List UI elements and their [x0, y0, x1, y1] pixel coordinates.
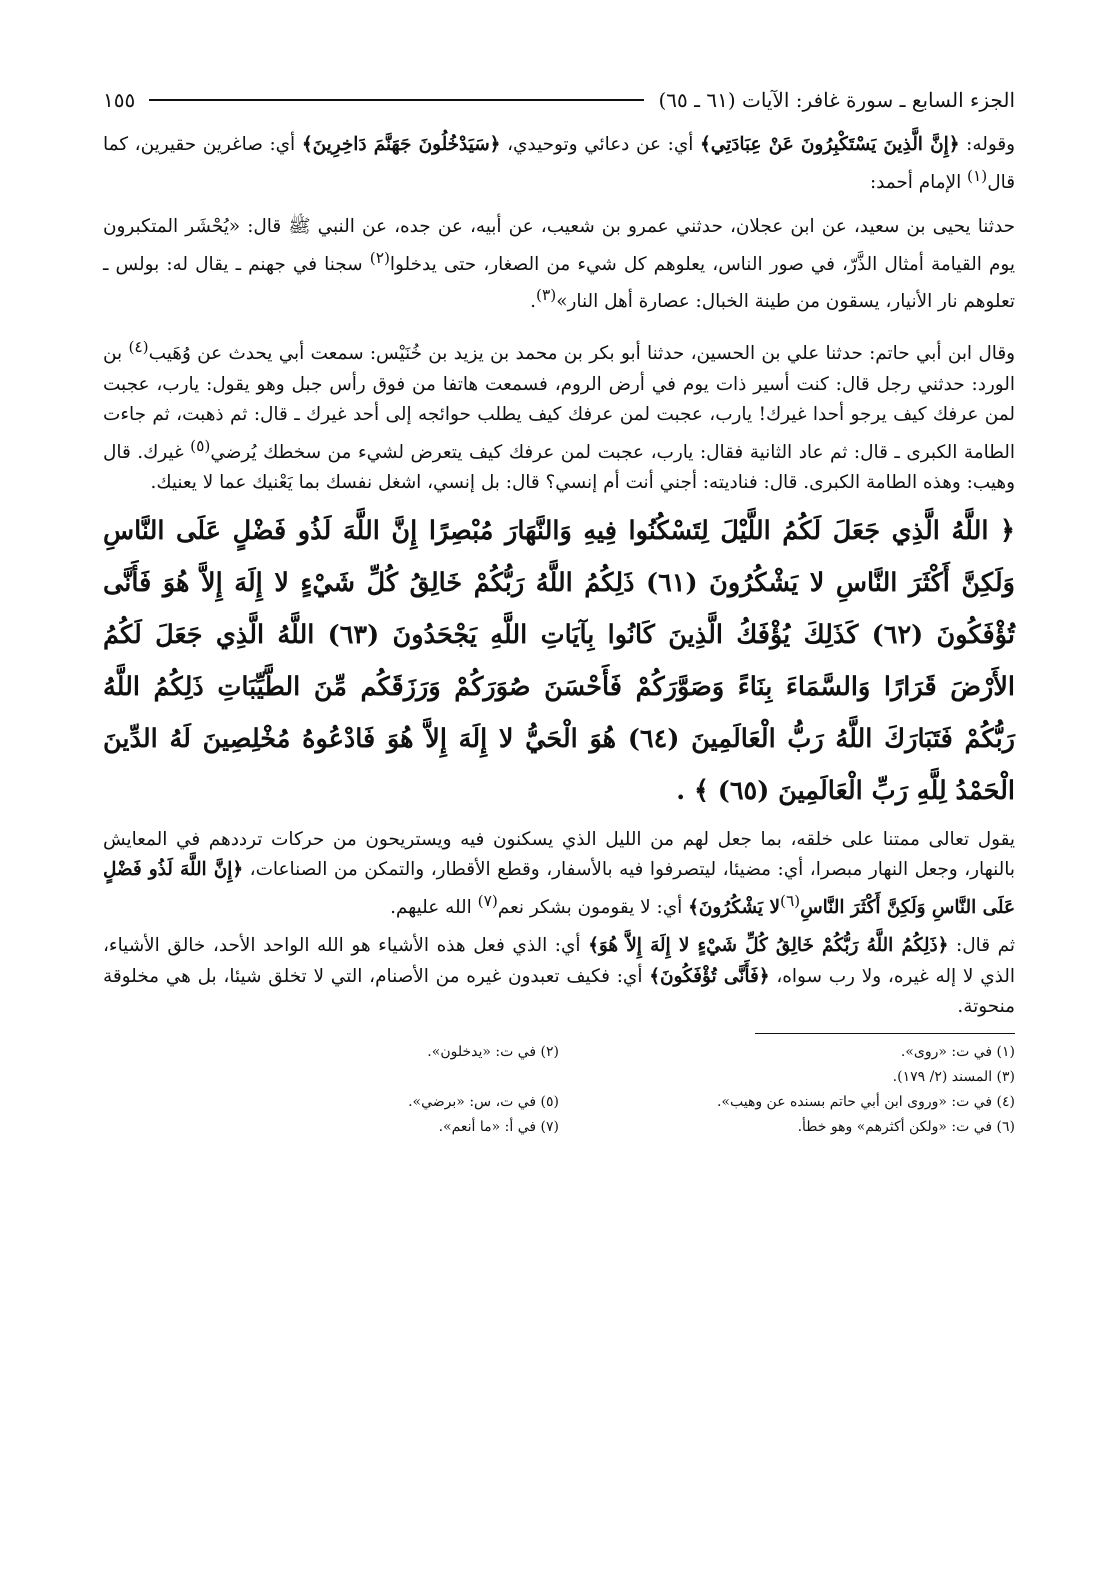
p3-text-2: بن الورد: حدثني رجل قال: كنت أسير ذات يوم في أرض الروم، فسمعت هاتفا من فوق رأس جبل وهو يقول: يارب، عجبت لمن عرفك كيف يرجو أحدا غيرك! يارب، عجبت لمن عرفك كيف يطلب حوائجه إلى أحد غيرك ـ قال: ثم ذهبت، ثم جاءت الطامة الكبرى ـ قال: ثم عاد الثانية فقال: يارب، عجبت لمن عرفك كيف يتعرض لشيء من سخطك يُرضي	[103, 343, 1015, 463]
p5-text-2: أي: الذي فعل هذه الأشياء هو الله الواحد الأحد، خالق الأشياء، الذي لا إله غيره، ولا رب سواه،	[103, 935, 1015, 987]
p1-quran-1: ﴿إِنَّ الَّذِينَ يَسْتَكْبِرُونَ عَنْ عِبَادَتِي﴾	[699, 134, 960, 155]
p5-quran-2: ﴿فَأَنَّى تُؤْفَكُونَ﴾	[649, 965, 770, 987]
footnote-ref-5: (٥)	[190, 436, 211, 455]
paragraph-1	[103, 130, 1015, 198]
p1-quran-2: ﴿سَيَدْخُلُونَ جَهَنَّمَ دَاخِرِينَ﴾	[301, 134, 501, 155]
p4-quran-2: لا يَشْكُرُونَ﴾	[688, 896, 780, 918]
footnote-6: (٦) في ت: «ولكن أكثرهم» وهو خطأ.	[797, 1118, 1015, 1135]
p3-text-1: وقال ابن أبي حاتم: حدثنا علي بن الحسين، حدثنا أبو بكر بن محمد بن يزيد بن خُنَيْس: سمعت أبي يحدث عن وُهَيب	[148, 343, 1015, 364]
p5-text-3: أي: فكيف تعبدون غيره من الأصنام، التي لا تخلق شيئا، بل هي مخلوقة منحوتة.	[103, 965, 1015, 1018]
p4-text-1: يقول تعالى ممتنا على خلقه، بما جعل لهم من الليل الذي يسكنون فيه ويستريحون من حركات ترددهم في المعايش بالنهار، وجعل النهار مبصرا، أي: مضيئا، ليتصرفوا فيه بالأسفار، وقطع الأقطار، والتمكن من الصناعات،	[103, 828, 1015, 881]
paragraph-4	[103, 825, 1015, 924]
footnote-4: (٤) في ت: «وروى ابن أبي حاتم بسنده عن وهيب».	[716, 1093, 1015, 1110]
footnote-ref-4: (٤)	[128, 337, 149, 356]
quran-verse-block: ﴿ اللَّهُ الَّذِي جَعَلَ لَكُمُ اللَّيْلَ لِتَسْكُنُوا فِيهِ وَالنَّهَارَ مُبْصِرًا إِنَّ اللَّهَ لَذُو فَضْلٍ عَلَى النَّاسِ وَلَكِنَّ أَكْثَرَ النَّاسِ لا يَشْكُرُونَ (٦١) ذَلِكُمُ اللَّهُ رَبُّكُمْ خَالِقُ كُلِّ شَيْءٍ لا إِلَهَ إِلاَّ هُوَ فَأَنَّى تُؤْفَكُونَ (٦٢) كَذَلِكَ يُؤْفَكُ الَّذِينَ كَانُوا بِآيَاتِ اللَّهِ يَجْحَدُونَ (٦٣) اللَّهُ الَّذِي جَعَلَ لَكُمُ الأَرْضَ قَرَارًا وَالسَّمَاءَ بِنَاءً وَصَوَّرَكُمْ فَأَحْسَنَ صُوَرَكُمْ وَرَزَقَكُم مِّنَ الطَّيِّبَاتِ ذَلِكُمُ اللَّهُ رَبُّكُمْ فَتَبَارَكَ اللَّهُ رَبُّ الْعَالَمِينَ (٦٤) هُوَ الْحَيُّ لا إِلَهَ إِلاَّ هُوَ فَادْعُوهُ مُخْلِصِينَ لَهُ الدِّينَ الْحَمْدُ لِلَّهِ رَبِّ الْعَالَمِينَ (٦٥) ﴾ .	[103, 515, 1015, 806]
p2-text-2: سجنا في جهنم ـ يقال له: بولس ـ تعلوهم نار الأنيار، يسقون من طينة الخبال: عصارة أهل النار»	[103, 253, 1015, 313]
footnotes	[103, 1040, 1015, 1140]
p4-text-3: الله عليهم.	[390, 896, 478, 918]
footnote-3: (٣) المسند (٢/ ١٧٩).	[892, 1068, 1015, 1085]
p2-text-1: حدثنا يحيى بن سعيد، عن ابن عجلان، حدثني عمرو بن شعيب، عن أبيه، عن جده، عن النبي ﷺ قال: «يُحْشَر المتكبرون يوم القيامة أمثال الذَّرّ، في صور الناس، يعلوهم كل شيء من الصغار، حتى يدخلوا	[103, 216, 1015, 275]
footnote-ref-1: (١)	[967, 166, 988, 185]
footnote-5: (٥) في ت، س: «برضي».	[408, 1093, 559, 1110]
p3-text-3: غيرك. قال وهيب: وهذه الطامة الكبرى. قال: فناديته: أجني أنت أم إنسي؟ قال: بل إنسي، اشغل نفسك بما يَعْنيك عما لا يعنيك.	[103, 441, 1015, 494]
header-title: الجزء السابع ـ سورة غافر: الآيات (٦١ ـ ٦٥)	[658, 88, 1015, 112]
paragraph-5	[103, 931, 1015, 1023]
footnote-ref-7: (٧)	[477, 891, 498, 910]
footnote-1: (١) في ت: «روى».	[900, 1043, 1015, 1060]
footnote-ref-2: (٢)	[369, 248, 390, 267]
p5-quran-1: ﴿ذَلِكُمُ اللَّهُ رَبُّكُمْ خَالِقُ كُلِّ شَيْءٍ لا إِلَهَ إِلاَّ هُوَ﴾	[588, 935, 949, 957]
p4-text-2: أي: لا يقومون بشكر نعم	[497, 896, 689, 918]
footnote-separator	[755, 1033, 1015, 1034]
running-header	[103, 78, 1015, 122]
p1-text-3: أي: صاغرين حقيرين، كما قال	[103, 134, 1015, 193]
p1-text-2: أي: عن دعائي وتوحيدي،	[500, 134, 700, 155]
p2-text-3: .	[530, 291, 537, 313]
p5-text-1: ثم قال:	[948, 935, 1015, 957]
footnote-7: (٧) في أ: «ما أنعم».	[438, 1118, 559, 1135]
footnote-ref-3: (٣)	[536, 286, 557, 305]
paragraph-3	[103, 332, 1015, 499]
p1-text-1: وقوله:	[959, 134, 1015, 155]
footnote-2: (٢) في ت: «يدخلون».	[427, 1043, 559, 1060]
header-rule	[149, 99, 644, 101]
document-page	[103, 78, 1015, 1140]
page-number: ١٥٥	[103, 88, 136, 112]
p4-quran-1: ﴿إِنَّ اللَّهَ لَذُو فَضْلٍ عَلَى النَّاسِ وَلَكِنَّ أَكْثَرَ النَّاسِ	[103, 859, 1015, 918]
p1-text-4: الإمام أحمد:	[869, 171, 968, 193]
footnote-ref-6: (٦)	[779, 891, 801, 910]
paragraph-2	[103, 212, 1015, 318]
